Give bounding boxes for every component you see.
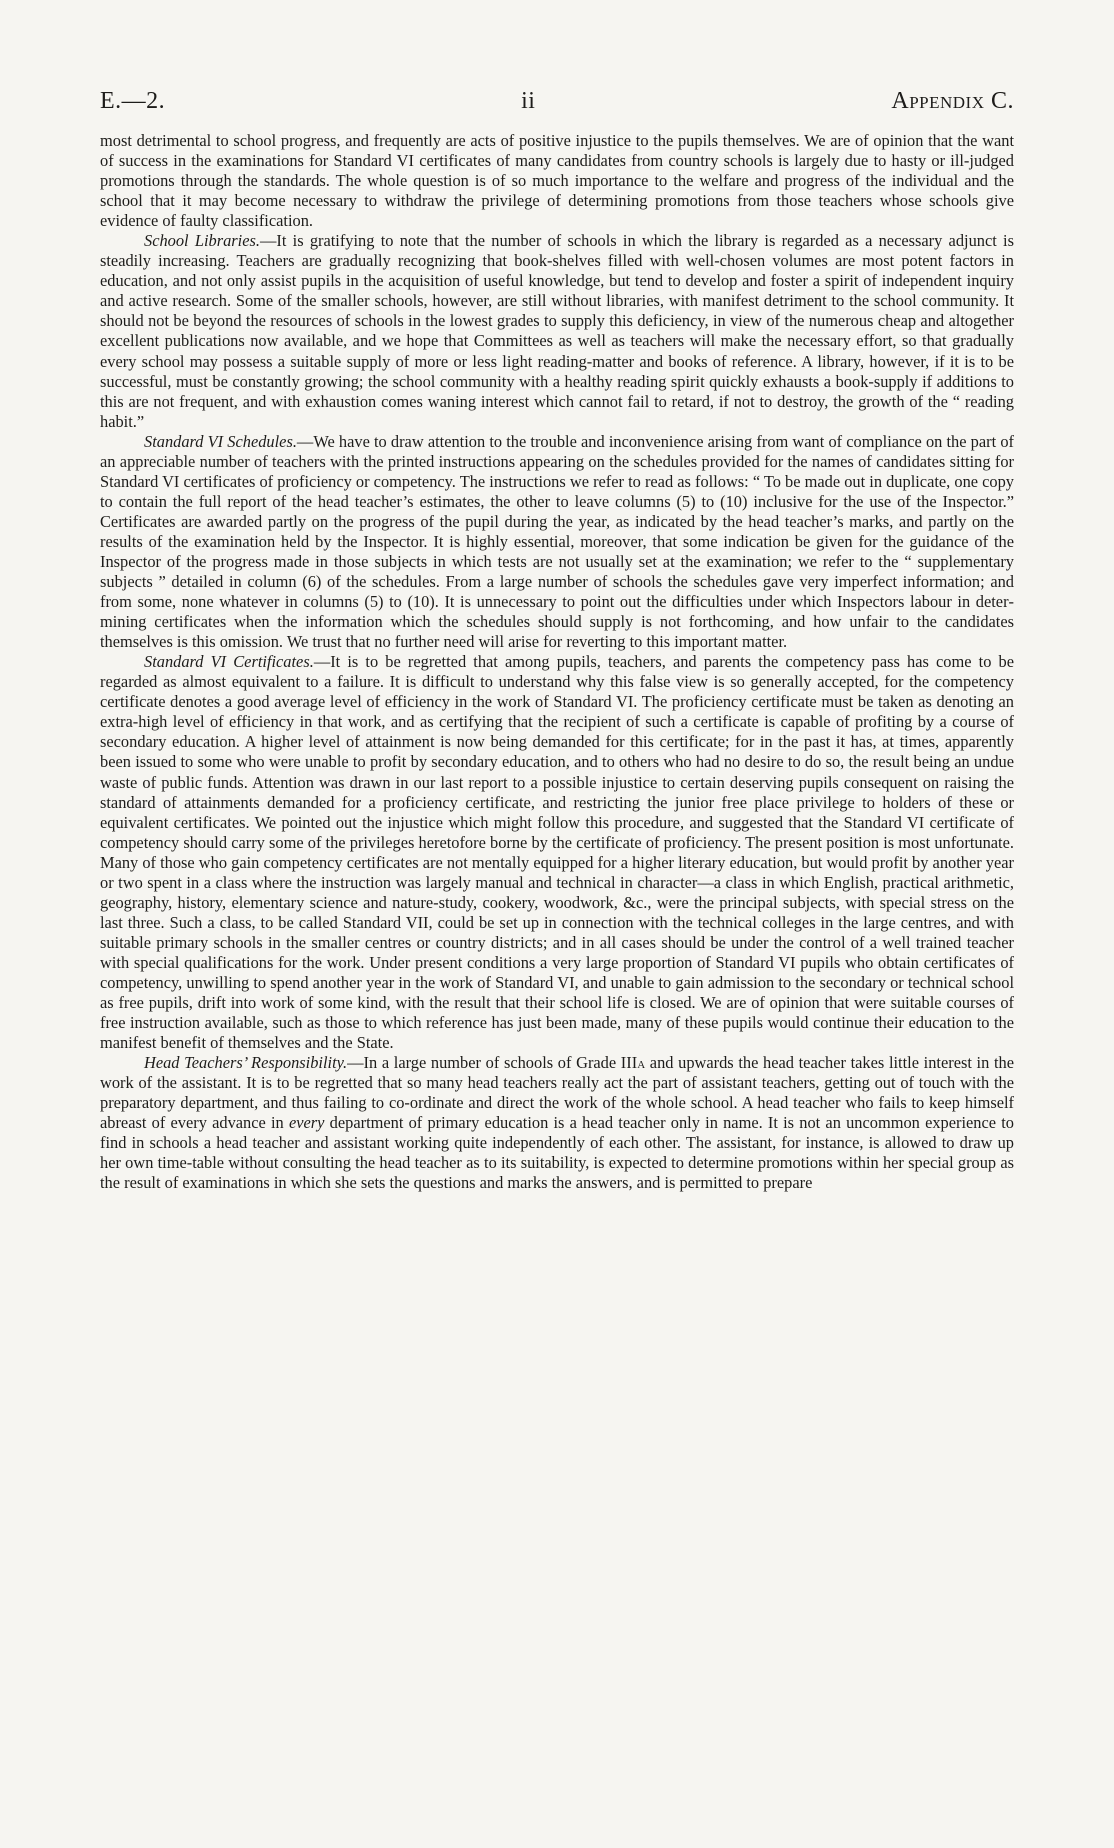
paragraph-standard-vi-schedules <box>100 432 1014 653</box>
section-heading: Standard VI Schedules. <box>144 431 297 451</box>
emphasis-text: every <box>288 1113 325 1133</box>
page-header <box>100 88 1014 115</box>
paragraph-text: most detrimental to school progress, and frequently are acts of positive injustice to the pupils themselves. We are of opinion that the want of success in the examinations for Standard VI certificates of many candidates from country schools is largely due to hasty or ill-judged promotions through the standards. The whole question is of so much importance to the welfare and progress of the individual and the school that it may become necessary to withdraw the privilege of determining promotions from those teachers whose schools give evidence of faulty classification. <box>100 131 1014 231</box>
section-heading: School Libraries. <box>144 231 260 251</box>
paragraph-continuation <box>100 131 1014 231</box>
document-reference: E.—2. <box>100 88 166 114</box>
paragraph-text: department of primary education is a head teacher only in name. It is not an uncommon experience to find in schools a head teacher and assistant working quite independently of each other. The assistant, for instance, is allowed to draw up her own time-table without consulting the head teacher as to its suitability, is expected to determine promotions within her special group as the result of examinations in which she sets the questions and marks the answers, and is permitted to prepare <box>100 1113 1014 1193</box>
paragraph-head-teachers-responsibility <box>100 1053 1014 1193</box>
grade-suffix: a <box>637 1053 646 1073</box>
document-body <box>100 131 1014 1193</box>
page-number: ii <box>521 88 536 114</box>
appendix-label: Appendix C. <box>891 88 1014 114</box>
paragraph-text: and upwards the head teacher takes little interest in the work of the assistant. It is to be regretted that so many head teachers really act the part of assistant teachers, getting out of touch with the preparatory department, and thus failing to co-ordinate and direct the work of the whole school. A head teacher who fails to keep himself abreast of every advance in <box>100 1053 1014 1133</box>
paragraph-text: —It is gratifying to note that the number of schools in which the library is regarded as a necessary adjunct is steadily increasing. Teachers are gradually recognizing that book-shelves filled with well-chosen volumes are most potent factors in education, and not only assist pupils in the acquisition of useful knowledge, but tend to develop and foster a spirit of independent inquiry and active research. Some of the smaller schools, however, are still without libraries, with manifest detriment to the school community. It should not be beyond the resources of schools in the lowest grades to supply this deficiency, in view of the numerous cheap and altogether excellent publications now available, and we hope that Committees as well as teachers will make the necessary effort, so that gradually every school may possess a suitable supply of more or less light reading-matter and books of reference. A library, however, if it is to be successful, must be constantly growing; the school community with a healthy reading spirit quickly exhausts a book-supply if additions to this are not frequent, and with exhaustion comes waning interest which cannot fail to retard, if not to destroy, the growth of the “ reading habit.” <box>100 231 1014 431</box>
section-heading: Standard VI Certificates. <box>144 652 314 672</box>
paragraph-text: —We have to draw attention to the trouble and inconvenience arising from want of compliance on the part of an appreciable number of teachers with the printed instructions appearing on the schedules provided for the names of candidates sitting for Standard VI certificates of proficiency or competency. The instructions we refer to read as follows: “ To be made out in duplicate, one copy to contain the full report of the head teacher’s estimates, the other to leave columns (5) to (10) inclusive for the use of the Inspector.” Certificates are awarded partly on the progress of the pupil during the year, as indicated by the head teacher’s marks, and partly on the results of the examination held by the Inspector. It is highly essential, moreover, that some indication be given for the guidance of the Inspector of the progress made in those subjects in which tests are not usually set at the examination; we refer to the “ supplementary subjects ” detailed in column (6) of the schedules. From a large number of schools the schedules gave very imperfect information; and from some, none whatever in columns (5) to (10). It is unnecessary to point out the difficulties under which Inspectors labour in determining certificates when the information which the schedules should supply is not forthcoming, and how unfair to the candidates themselves is this omission. We trust that no further need will arise for reverting to this important matter. <box>100 431 1014 652</box>
paragraph-standard-vi-certificates <box>100 652 1014 1053</box>
document-page <box>100 88 1014 1193</box>
paragraph-school-libraries <box>100 231 1014 431</box>
paragraph-text: —In a large number of schools of Grade III <box>347 1053 638 1073</box>
section-heading: Head Teachers’ Responsibility. <box>144 1053 348 1073</box>
paragraph-text: —It is to be regretted that among pupils, teachers, and parents the competency pass has come to be regarded as almost equivalent to a failure. It is difficult to understand why this false view is so generally accepted, for the competency certificate denotes a good average level of efficiency in the work of Standard VI. The proficiency certificate must be taken as denoting an extra-high level of efficiency in that work, and as certifying that the recipient of such a certificate is capable of profiting by a course of secondary education. A higher level of attainment is now being demanded for this certificate; for in the past it has, at times, apparently been issued to some who were unable to profit by secondary education, and to others who had no desire to do so, the result being an undue waste of public funds. Attention was drawn in our last report to a possible injustice to certain deserving pupils consequent on raising the standard of attainments demanded for a proficiency certificate, and restricting the junior free place privilege to holders of these or equivalent certificates. We pointed out the injustice which might follow this procedure, and suggested that the Standard VI certificate of competency should carry some of the privileges heretofore borne by the certificate of proficiency. The present position is most unfortunate. Many of those who gain competency certificates are not mentally equipped for a higher literary education, but would profit by another year or two spent in a class where the instruction was largely manual and technical in character—a class in which English, practical arithmetic, geography, history, elementary science and nature-study, cookery, woodwork, &c., were the principal subjects, with special stress on the last three. Such a class, to be called Standard VII, could be set up in connection with the technical colleges in the large centres, and with suitable primary schools in the smaller centres or country districts; and in all cases should be under the control of a well trained teacher with special qualifications for the work. Under present conditions a very large proportion of Standard VI pupils who obtain certificates of competency, unwilling to spend another year in the work of Standard VI, and unable to gain admission to the secondary or technical school as free pupils, drift into work of some kind, with the result that their school life is closed. We are of opinion that were suitable courses of free instruction available, such as those to which reference has just been made, many of these pupils would continue their education to the manifest benefit of themselves and the State. <box>100 652 1014 1053</box>
